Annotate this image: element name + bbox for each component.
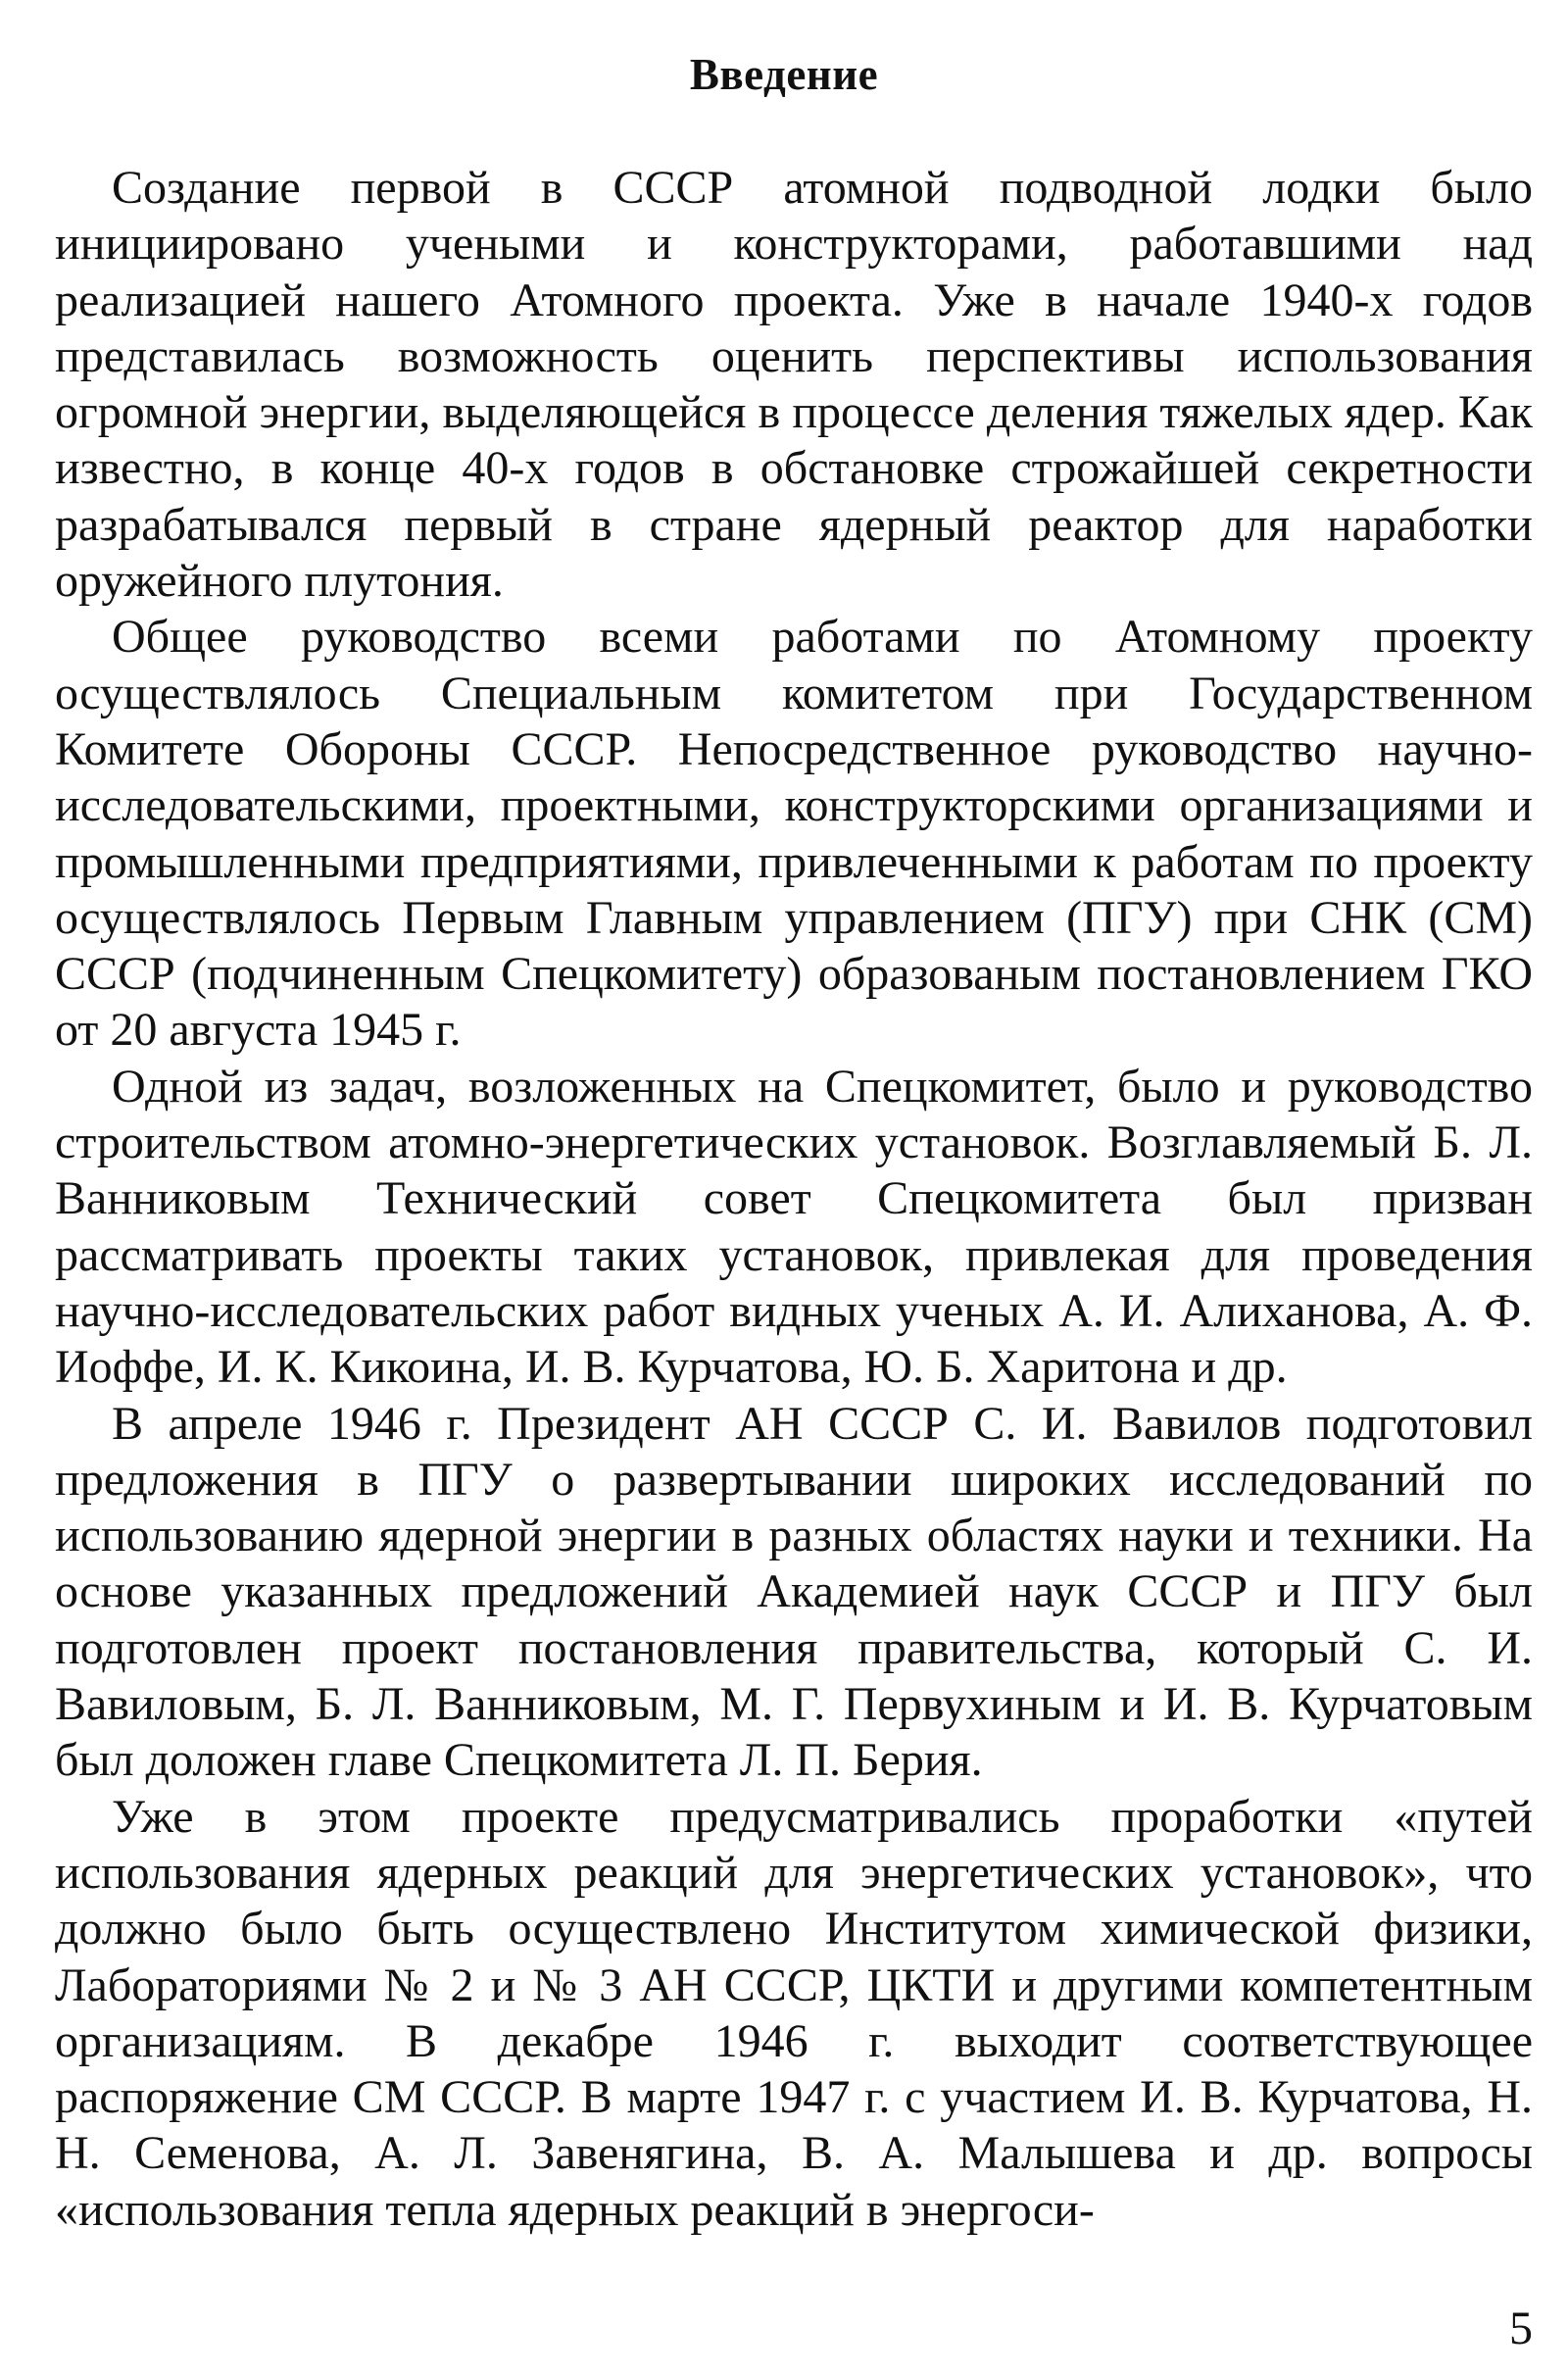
paragraph: Создание первой в СССР атомной подводной лодки было инициировано учеными и конструкторами, работавшими над реализацией нашего Атомного проекта. Уже в начале 1940-х годов представилась возможность оценить перспективы использования огромной энергии, выделяющейся в процессе деления тяжелых ядер. Как известно, в конце 40-х годов в обстановке строжайшей секретности разрабатывался первый в стране ядерный реактор для наработки оружейного плутония. <box>55 162 1533 608</box>
paragraph: Одной из задач, возложенных на Спецкомитет, было и руководство строительством атомно-энергетических установок. Возглавляемый Б. Л. Ванниковым Технический совет Спецкомитета был призван рассматривать проекты таких установок, привлекая для проведения научно-исследовательских работ видных ученых А. И. Алиханова, А. Ф. Иоффе, И. К. Кикоина, И. В. Курчатова, Ю. Б. Харитона и др. <box>55 1060 1533 1394</box>
paragraph: В апреле 1946 г. Президент АН СССР С. И. Вавилов подготовил предложения в ПГУ о развертывании широких исследований по использованию ядерной энергии в разных областях науки и техники. На основе указанных предложений Академией наук СССР и ПГУ был подготовлен проект постановления правительства, который С. И. Вавиловым, Б. Л. Ванниковым, М. Г. Первухиным и И. В. Курчатовым был доложен главе Спецкомитета Л. П. Берия. <box>55 1397 1533 1787</box>
paragraph: Уже в этом проекте предусматривались проработки «путей использования ядерных реакций для энергетических установок», что должно было быть осуществлено Институтом химической физики, Лабораториями № 2 и № 3 АН СССР, ЦКТИ и другими компетентным организациям. В декабре 1946 г. выходит соответствующее распоряжение СМ СССР. В марте 1947 г. с участием И. В. Курчатова, Н. Н. Семенова, А. Л. Завенягина, В. А. Малышева и др. вопросы «использования тепла ядерных реакций в энергоси- <box>55 1790 1533 2236</box>
paragraph: Общее руководство всеми работами по Атомному проекту осуществлялось Специальным комитетом при Государственном Комитете Обороны СССР. Непосредственное руководство научно-исследовательскими, проектными, конструкторскими организациями и промышленными предприятиями, привлеченными к работам по проекту осуществлялось Первым Главным управлением (ПГУ) при СНК (СМ) СССР (подчиненным Спецкомитету) образованым постановлением ГКО от 20 августа 1945 г. <box>55 611 1533 1057</box>
body-text <box>55 160 1533 2238</box>
section-heading: Введение <box>689 50 879 99</box>
page-number: 5 <box>1509 2303 1533 2354</box>
